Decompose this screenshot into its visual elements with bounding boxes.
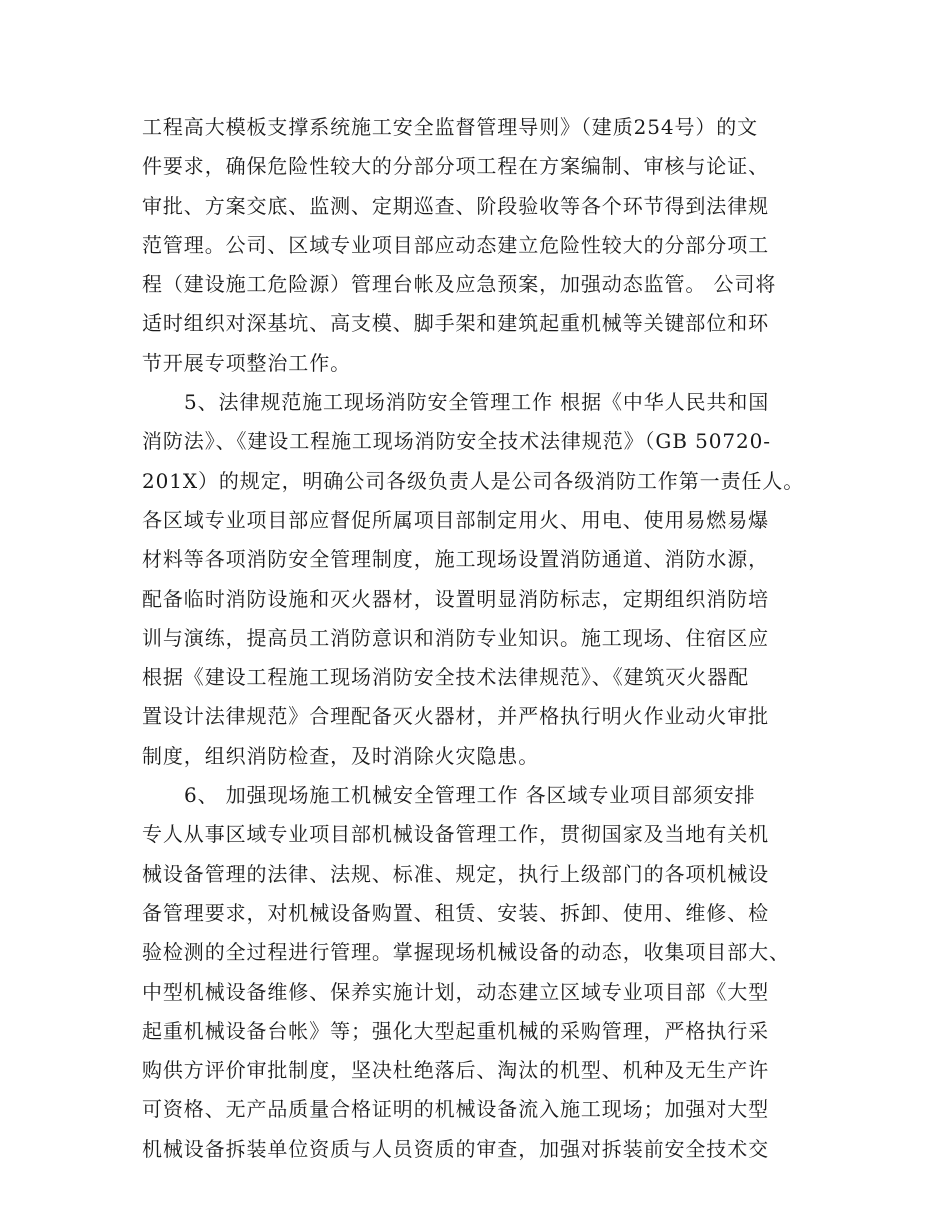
text-line: 范管理。公司、区域专业项目部应动态建立危险性较大的分部分项工 <box>142 232 769 257</box>
body-text <box>142 108 812 1169</box>
text-line: 起重机械设备台帐》等；强化大型起重机械的采购管理，严格执行采 <box>142 1018 769 1043</box>
text-line: 工程高大模板支撑系统施工安全监督管理导则》（建质254号）的文 <box>142 115 759 139</box>
text-line: 械设备管理的法律、法规、标准、规定，执行上级部门的各项机械设 <box>142 861 769 886</box>
text-line: 程（建设施工危险源）管理台帐及应急预案，加强动态监管。 公司将 <box>142 272 777 297</box>
text-line: 适时组织对深基坑、高支模、脚手架和建筑起重机械等关键部位和环 <box>142 311 769 336</box>
text-line: 置设计法律规范》合理配备灭火器材，并严格执行明火作业动火审批 <box>142 704 769 729</box>
text-line: 专人从事区域专业项目部机械设备管理工作，贯彻国家及当地有关机 <box>142 822 769 847</box>
text-line: 制度，组织消防检查，及时消除火灾隐患。 <box>142 743 540 768</box>
text-line: 购供方评价审批制度，坚决杜绝落后、淘汰的机型、机种及无生产许 <box>142 1058 769 1083</box>
text-line: 消防法》、《建设工程施工现场消防安全技术法律规范》（GB 50720- <box>142 429 771 454</box>
text-line: 配备临时消防设施和灭火器材，设置明显消防标志，定期组织消防培 <box>142 586 769 611</box>
text-line: 机械设备拆装单位资质与人员资质的审查，加强对拆装前安全技术交 <box>142 1136 769 1161</box>
text-line: 材料等各项消防安全管理制度，施工现场设置消防通道、消防水源， <box>142 547 769 572</box>
text-line: 各区域专业项目部应督促所属项目部制定用火、用电、使用易燃易爆 <box>142 507 769 532</box>
text-line: 根据《建设工程施工现场消防安全技术法律规范》、《建筑灭火器配 <box>142 665 749 690</box>
text-line: 备管理要求，对机械设备购置、租赁、安装、拆卸、使用、维修、检 <box>142 900 769 925</box>
text-line: 审批、方案交底、监测、定期巡查、阶段验收等各个环节得到法律规 <box>142 193 769 218</box>
text-line: 训与演练，提高员工消防意识和消防专业知识。施工现场、住宿区应 <box>142 625 769 650</box>
text-line: 201X）的规定，明确公司各级负责人是公司各级消防工作第一责任人。 <box>142 468 805 493</box>
text-line: 6、 加强现场施工机械安全管理工作 各区域专业项目部须安排 <box>184 783 756 808</box>
text-line: 中型机械设备维修、保养实施计划，动态建立区域专业项目部《大型 <box>142 979 769 1004</box>
text-line: 节开展专项整治工作。 <box>142 350 351 375</box>
text-line: 验检测的全过程进行管理。掌握现场机械设备的动态，收集项目部大、 <box>142 940 790 965</box>
text-line: 件要求，确保危险性较大的分部分项工程在方案编制、审核与论证、 <box>142 154 769 179</box>
text-line: 5、法律规范施工现场消防安全管理工作 根据《中华人民共和国 <box>184 390 770 415</box>
text-line: 可资格、无产品质量合格证明的机械设备流入施工现场；加强对大型 <box>142 1097 769 1122</box>
